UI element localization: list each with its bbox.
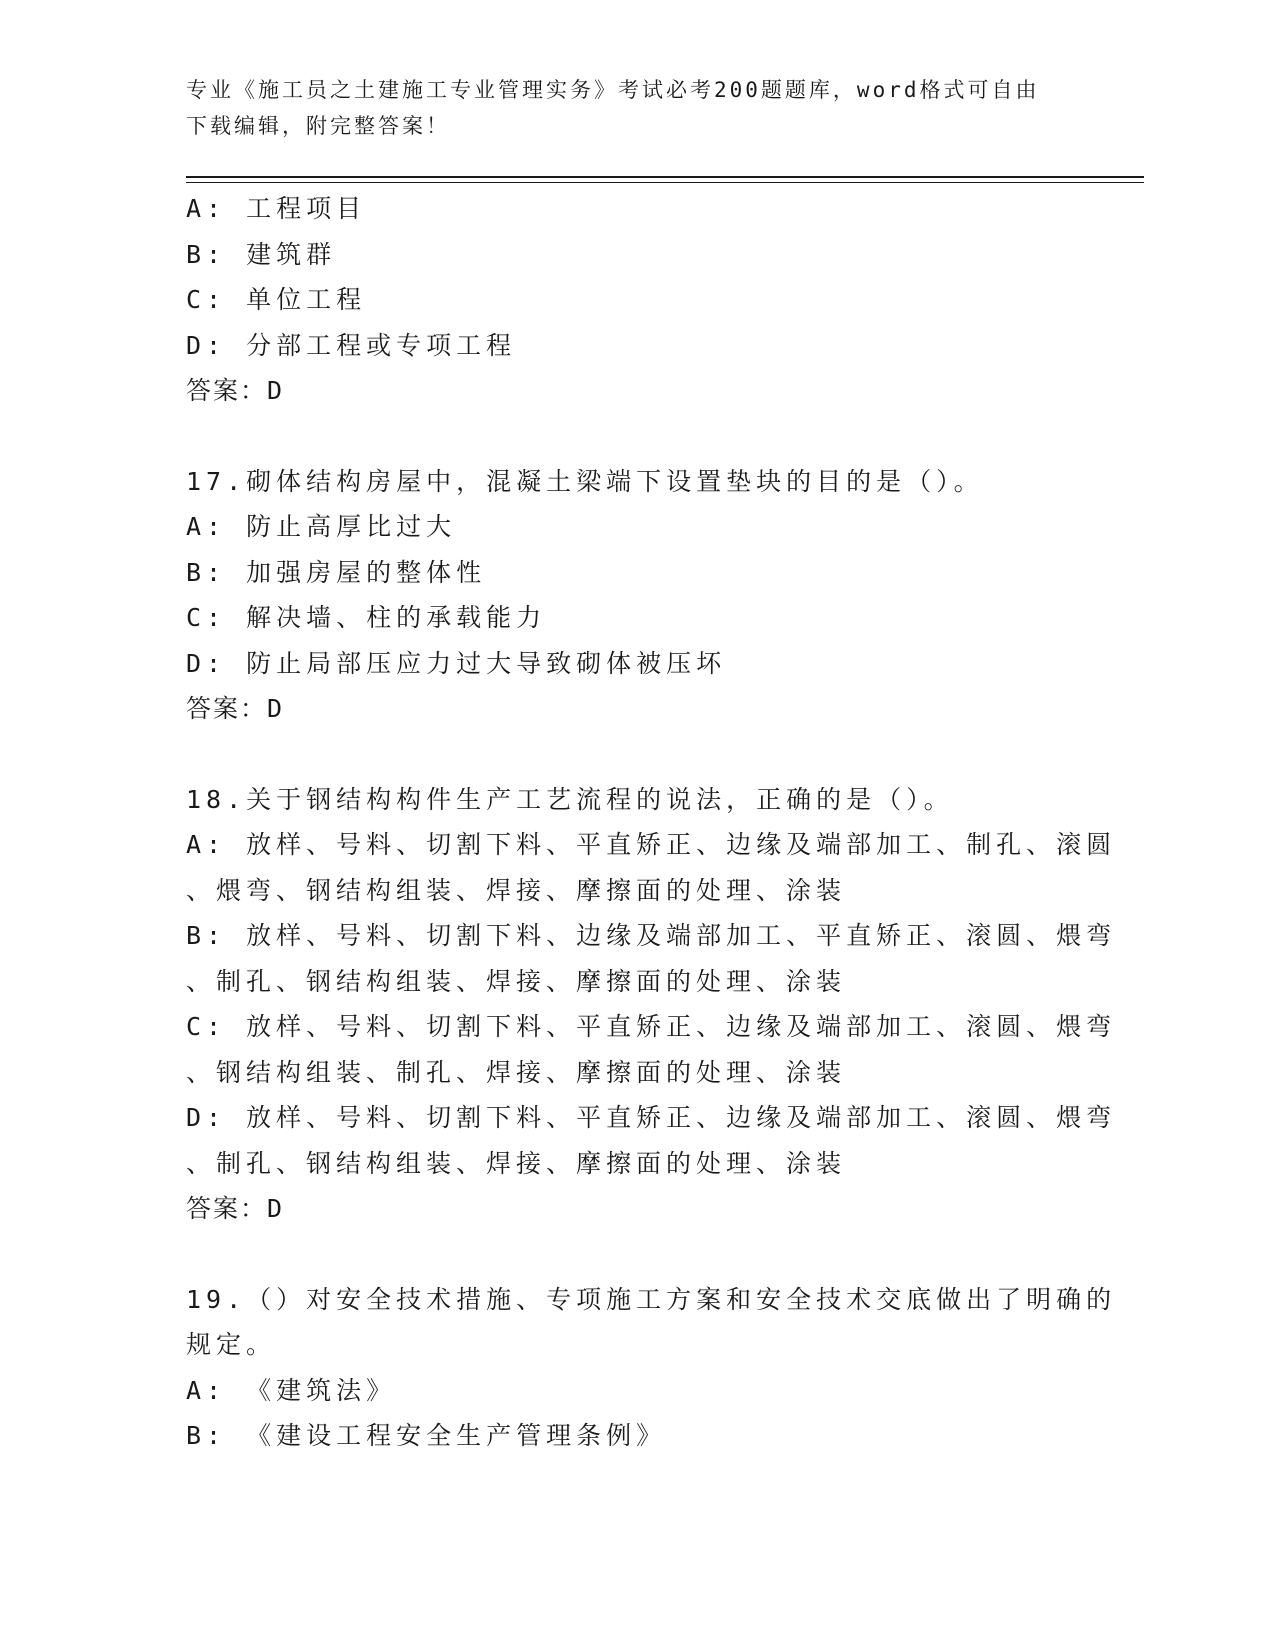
spacer [186,732,1076,777]
header-line-1: 专业《施工员之土建施工专业管理实务》考试必考200题题库，word格式可自由 [186,78,1040,102]
q18-option-c-line-1: C: 放样、号料、切割下料、平直矫正、边缘及端部加工、滚圆、煨弯 [186,1012,1117,1041]
spacer [186,414,1076,459]
q18-option-a-line-1: A: 放样、号料、切割下料、平直矫正、边缘及端部加工、制孔、滚圆 [186,830,1117,859]
q17-option-b: B: 加强房屋的整体性 [186,557,487,587]
q18-option-a-line-2: 、煨弯、钢结构组装、焊接、摩擦面的处理、涂装 [186,875,847,905]
q18-option-b-line-1: B: 放样、号料、切割下料、边缘及端部加工、平直矫正、滚圆、煨弯 [186,921,1117,950]
q17-option-c: C: 解决墙、柱的承载能力 [186,603,547,632]
header-line-2: 下载编辑，附完整答案！ [186,114,450,138]
header-divider-thin [186,182,1144,183]
q17-question: 17.砌体结构房屋中，混凝土梁端下设置垫块的目的是（）。 [186,466,984,496]
q19-option-b: B: 《建设工程安全生产管理条例》 [186,1421,667,1450]
q19-question-line-2: 规定。 [186,1330,277,1359]
q17-option-a: A: 防止高厚比过大 [186,512,457,541]
q16-option-a: A: 工程项目 [186,194,367,223]
q16-option-c: C: 单位工程 [186,285,367,314]
q18-option-d-line-2: 、制孔、钢结构组装、焊接、摩擦面的处理、涂装 [186,1148,847,1178]
q19-option-a: A: 《建筑法》 [186,1375,397,1405]
header-divider-thick [186,176,1144,178]
question-content [186,186,1117,1459]
q19-question-line-1: 19.（）对安全技术措施、专项施工方案和安全技术交底做出了明确的 [186,1284,1117,1314]
q16-option-b: B: 建筑群 [186,239,337,269]
q18-option-d-line-1: D: 放样、号料、切割下料、平直矫正、边缘及端部加工、滚圆、煨弯 [186,1103,1117,1132]
q16-answer: 答案：D [186,376,285,405]
q18-answer: 答案：D [186,1194,285,1223]
spacer [186,1232,1076,1277]
q18-question: 18.关于钢结构构件生产工艺流程的说法，正确的是（）。 [186,784,954,814]
document-header [186,72,1066,144]
q17-answer: 答案：D [186,694,285,723]
q18-option-b-line-2: 、制孔、钢结构组装、焊接、摩擦面的处理、涂装 [186,966,847,996]
q17-option-d: D: 防止局部压应力过大导致砌体被压坏 [186,648,727,678]
q16-option-d: D: 分部工程或专项工程 [186,330,517,360]
q18-option-c-line-2: 、钢结构组装、制孔、焊接、摩擦面的处理、涂装 [186,1057,847,1087]
